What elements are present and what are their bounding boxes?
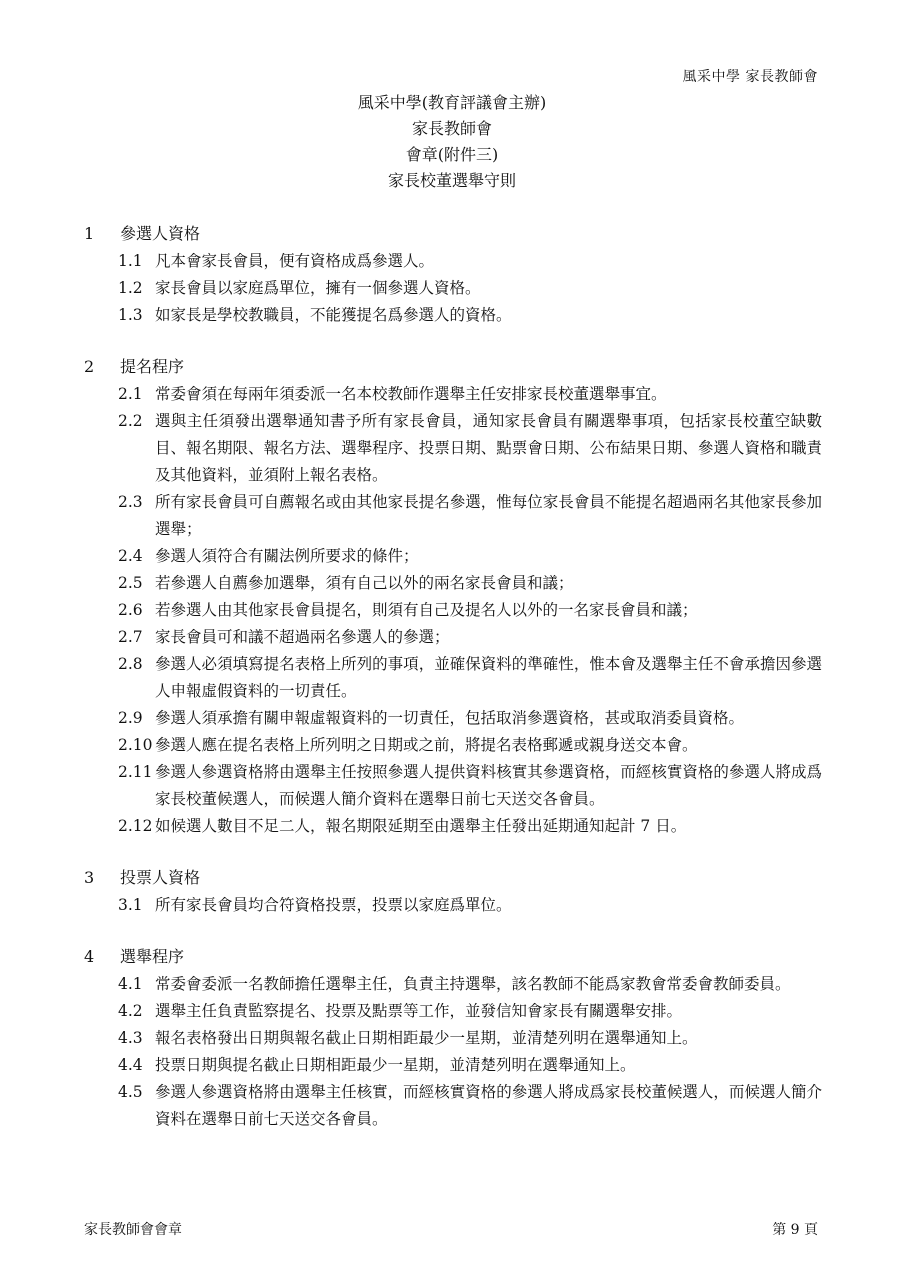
clause-text: 參選人應在提名表格上所列明之日期或之前，將提名表格郵遞或親身送交本會。 bbox=[155, 736, 698, 754]
clause-number: 1.1 bbox=[118, 252, 143, 270]
document-title bbox=[0, 90, 904, 194]
clause-text: 參選人必須填寫提名表格上所列的事項，並確保資料的準確性，惟本會及選舉主任不會承擔因參選人申報虛假資料的一切責任。 bbox=[155, 655, 822, 700]
clause-number: 2.1 bbox=[118, 385, 143, 403]
clause-item bbox=[0, 570, 904, 597]
clause-item bbox=[0, 813, 904, 840]
clause-item bbox=[0, 597, 904, 624]
clause-text: 所有家長會員可自薦報名或由其他家長提名參選，惟每位家長會員不能提名超過兩名其他家長參加選舉； bbox=[155, 493, 822, 538]
clause-number: 2.8 bbox=[118, 655, 143, 673]
clause-item bbox=[0, 759, 904, 813]
clause-text: 參選人參選資格將由選舉主任核實，而經核實資格的參選人將成爲家長校董候選人，而候選人簡介資料在選舉日前七天送交各會員。 bbox=[155, 1083, 822, 1128]
clause-text: 選舉主任負責監察提名、投票及點票等工作，並發信知會家長有關選舉安排。 bbox=[155, 1002, 683, 1020]
clause-number: 2.9 bbox=[118, 709, 143, 727]
clause-item bbox=[0, 732, 904, 759]
section-title: 提名程序 bbox=[120, 357, 185, 376]
clause-number: 2.3 bbox=[118, 493, 143, 511]
clause-item bbox=[0, 971, 904, 998]
clause-item bbox=[0, 248, 904, 275]
clause-item bbox=[0, 1052, 904, 1079]
section bbox=[0, 864, 904, 919]
section bbox=[0, 353, 904, 840]
clause-number: 2.6 bbox=[118, 601, 143, 619]
section-number: 2 bbox=[84, 357, 95, 376]
clause-text: 常委會須在每兩年須委派一名本校教師作選舉主任安排家長校董選舉事宜。 bbox=[155, 385, 667, 403]
clause-text: 參選人參選資格將由選舉主任按照參選人提供資料核實其參選資格，而經核實資格的參選人將成爲家長校董候選人，而候選人簡介資料在選舉日前七天送交各會員。 bbox=[155, 763, 822, 808]
clause-text: 家長會員以家庭爲單位，擁有一個參選人資格。 bbox=[155, 279, 481, 297]
clause-number: 4.5 bbox=[118, 1083, 143, 1101]
clause-text: 參選人須承擔有關申報虛報資料的一切責任，包括取消參選資格，甚或取消委員資格。 bbox=[155, 709, 745, 727]
clause-text: 參選人須符合有關法例所要求的條件； bbox=[155, 547, 419, 565]
clause-item bbox=[0, 408, 904, 489]
clause-item bbox=[0, 543, 904, 570]
clause-text: 如候選人數目不足二人，報名期限延期至由選舉主任發出延期通知起計 7 日。 bbox=[155, 817, 687, 835]
clause-number: 2.11 bbox=[118, 763, 153, 781]
clause-number: 4.2 bbox=[118, 1002, 143, 1020]
clause-number: 2.5 bbox=[118, 574, 143, 592]
section bbox=[0, 943, 904, 1133]
clause-item bbox=[0, 998, 904, 1025]
clause-item bbox=[0, 302, 904, 329]
clause-text: 投票日期與提名截止日期相距最少一星期，並清楚列明在選舉通知上。 bbox=[155, 1056, 636, 1074]
section-title: 參選人資格 bbox=[120, 224, 201, 243]
clause-number: 3.1 bbox=[118, 896, 143, 914]
clause-item bbox=[0, 1025, 904, 1052]
clause-number: 2.12 bbox=[118, 817, 153, 835]
footer-title: 家長教師會會章 bbox=[84, 1222, 182, 1238]
clause-item bbox=[0, 651, 904, 705]
clause-number: 4.3 bbox=[118, 1029, 143, 1047]
clause-text: 常委會委派一名教師擔任選舉主任，負責主持選舉，該名教師不能爲家教會常委會教師委員。 bbox=[155, 975, 791, 993]
clause-item bbox=[0, 705, 904, 732]
section-number: 1 bbox=[84, 224, 95, 243]
clause-number: 4.4 bbox=[118, 1056, 143, 1074]
clause-item bbox=[0, 1079, 904, 1133]
clause-number: 2.2 bbox=[118, 412, 143, 430]
clause-item bbox=[0, 624, 904, 651]
clause-text: 家長會員可和議不超過兩名參選人的參選； bbox=[155, 628, 450, 646]
clause-text: 若參選人自薦參加選舉，須有自己以外的兩名家長會員和議； bbox=[155, 574, 574, 592]
clause-number: 1.3 bbox=[118, 306, 143, 324]
clause-text: 選與主任須發出選舉通知書予所有家長會員，通知家長會員有關選舉事項，包括家長校董空缺數目、報名期限、報名方法、選舉程序、投票日期、點票會日期、公布結果日期、參選人資格和職責及其他資料，並須附上報名表格。 bbox=[155, 412, 822, 484]
section-title: 投票人資格 bbox=[120, 868, 201, 887]
title-line-school: 風采中學(教育評議會主辦) bbox=[357, 93, 547, 112]
clause-item bbox=[0, 275, 904, 302]
clause-item bbox=[0, 381, 904, 408]
clause-number: 1.2 bbox=[118, 279, 143, 297]
clause-text: 所有家長會員均合符資格投票，投票以家庭爲單位。 bbox=[155, 896, 512, 914]
clause-text: 如家長是學校教職員，不能獲提名爲參選人的資格。 bbox=[155, 306, 512, 324]
section bbox=[0, 220, 904, 329]
section-number: 3 bbox=[84, 868, 95, 887]
section-heading bbox=[0, 864, 904, 892]
clause-number: 2.10 bbox=[118, 736, 153, 754]
section-heading bbox=[0, 220, 904, 248]
clause-item bbox=[0, 489, 904, 543]
clause-text: 報名表格發出日期與報名截止日期相距最少一星期，並清楚列明在選舉通知上。 bbox=[155, 1029, 698, 1047]
clause-text: 若參選人由其他家長會員提名，則須有自己及提名人以外的一名家長會員和議； bbox=[155, 601, 698, 619]
page-header: 風采中學 家長教師會 bbox=[682, 69, 818, 85]
page-number: 第 9 頁 bbox=[772, 1222, 818, 1238]
section-heading bbox=[0, 943, 904, 971]
clause-number: 4.1 bbox=[118, 975, 143, 993]
title-line-association: 家長教師會 bbox=[411, 119, 492, 138]
title-line-rules: 家長校董選舉守則 bbox=[387, 171, 516, 190]
title-line-constitution: 會章(附件三) bbox=[405, 145, 499, 164]
document-body bbox=[0, 220, 904, 1157]
section-number: 4 bbox=[84, 947, 95, 966]
section-title: 選舉程序 bbox=[120, 947, 185, 966]
clause-text: 凡本會家長會員，便有資格成爲參選人。 bbox=[155, 252, 435, 270]
clause-number: 2.7 bbox=[118, 628, 143, 646]
clause-number: 2.4 bbox=[118, 547, 143, 565]
clause-item bbox=[0, 892, 904, 919]
section-heading bbox=[0, 353, 904, 381]
